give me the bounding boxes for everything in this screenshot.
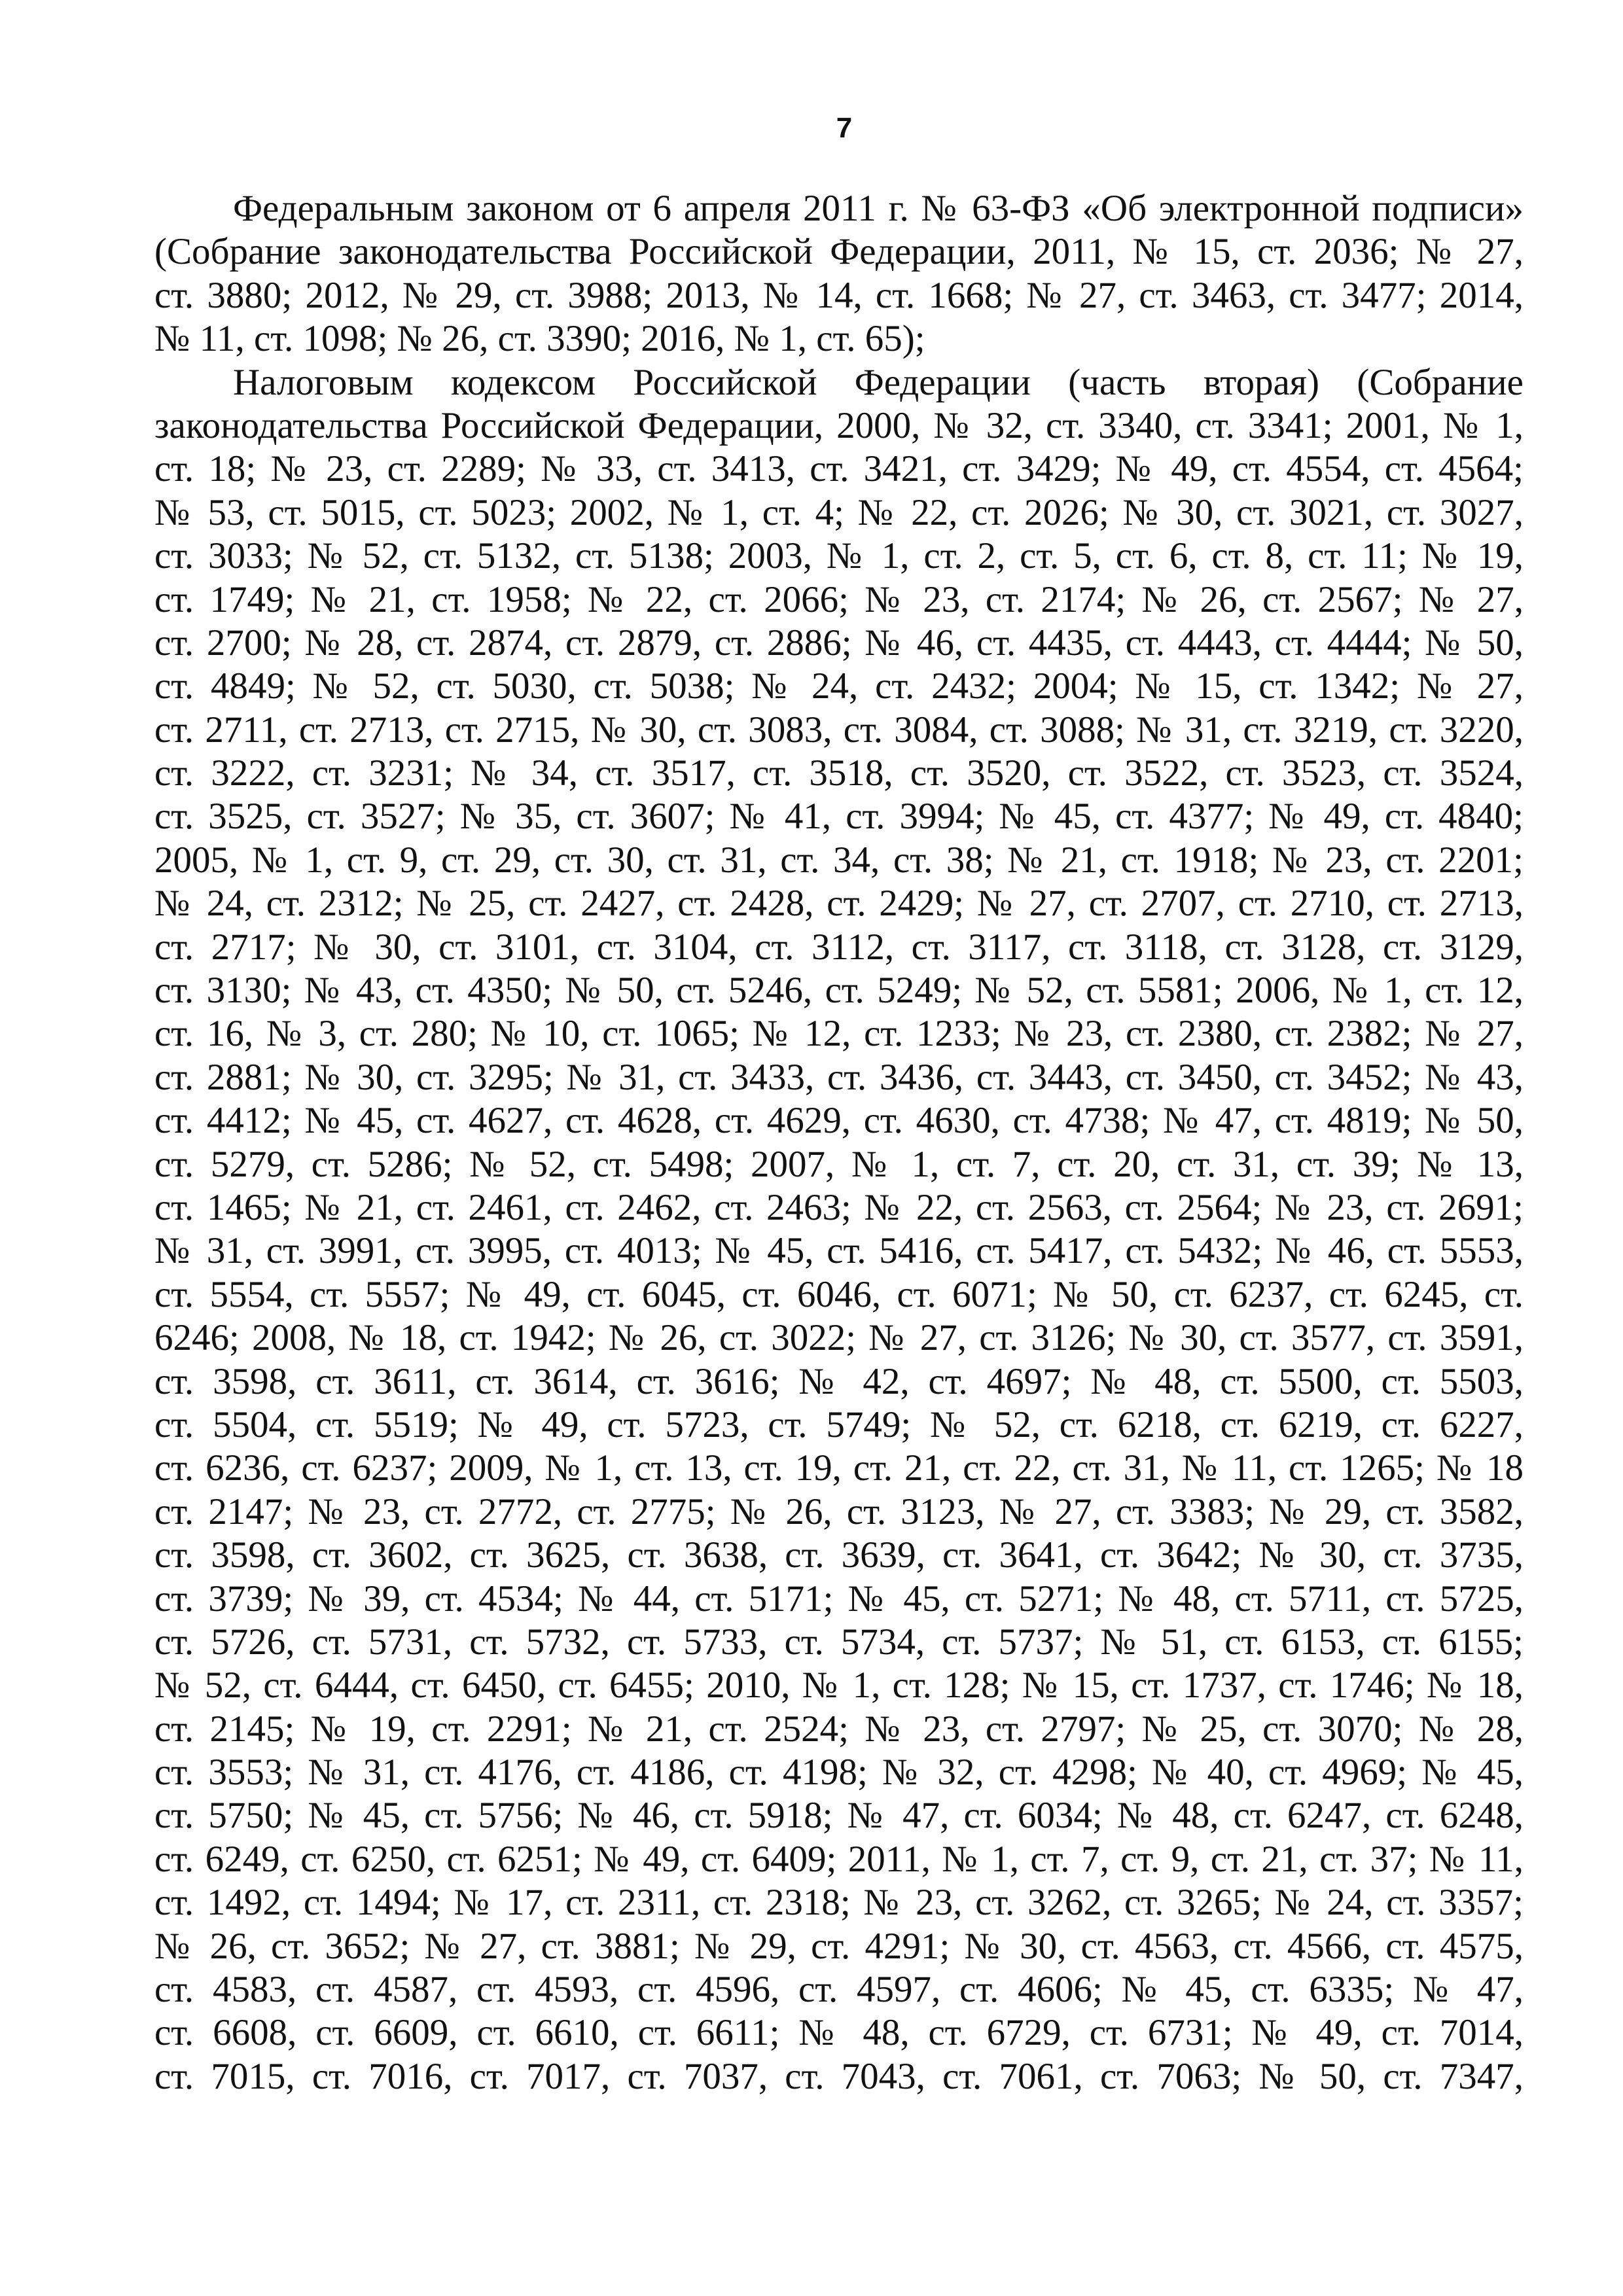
text-line: № 31, ст. 3991, ст. 3995, ст. 4013; № 45, ст. 5416, ст. 5417, ст. 5432; № 46, ст. 5553, <box>154 1230 1524 1272</box>
text-line: № 53, ст. 5015, ст. 5023; 2002, № 1, ст. 4; № 22, ст. 2026; № 30, ст. 3021, ст. 3027, <box>154 491 1524 533</box>
text-line: ст. 16, № 3, ст. 280; № 10, ст. 1065; № 12, ст. 1233; № 23, ст. 2380, ст. 2382; № 27, <box>154 1013 1524 1055</box>
text-line: ст. 3525, ст. 3527; № 35, ст. 3607; № 41, ст. 3994; № 45, ст. 4377; № 49, ст. 4840; <box>154 796 1524 838</box>
text-line: ст. 2147; № 23, ст. 2772, ст. 2775; № 26, ст. 3123, № 27, ст. 3383; № 29, ст. 3582, <box>154 1491 1524 1532</box>
text-line: ст. 2711, ст. 2713, ст. 2715, № 30, ст. 3083, ст. 3084, ст. 3088; № 31, ст. 3219, ст. 3220, <box>154 709 1524 751</box>
text-line: ст. 3553; № 31, ст. 4176, ст. 4186, ст. 4198; № 32, ст. 4298; № 40, ст. 4969; № 45, <box>154 1752 1524 1793</box>
text-line: ст. 3130; № 43, ст. 4350; № 50, ст. 5246, ст. 5249; № 52, ст. 5581; 2006, № 1, ст. 12, <box>154 970 1524 1012</box>
text-line: ст. 3033; № 52, ст. 5132, ст. 5138; 2003, № 1, ст. 2, ст. 5, ст. 6, ст. 8, ст. 11; № 19, <box>154 535 1524 577</box>
text-line: ст. 3598, ст. 3602, ст. 3625, ст. 3638, ст. 3639, ст. 3641, ст. 3642; № 30, ст. 3735, <box>154 1534 1524 1576</box>
text-line: Федеральным законом от 6 апреля 2011 г. № 63-ФЗ «Об электронной подписи» <box>233 188 1524 229</box>
text-line: ст. 5279, ст. 5286; № 52, ст. 5498; 2007, № 1, ст. 7, ст. 20, ст. 31, ст. 39; № 13, <box>154 1143 1524 1185</box>
text-line: 6246; 2008, № 18, ст. 1942; № 26, ст. 3022; № 27, ст. 3126; № 30, ст. 3577, ст. 3591, <box>154 1317 1524 1359</box>
text-line: ст. 2881; № 30, ст. 3295; № 31, ст. 3433, ст. 3436, ст. 3443, ст. 3450, ст. 3452; № 43, <box>154 1056 1524 1098</box>
text-line: ст. 2700; № 28, ст. 2874, ст. 2879, ст. 2886; № 46, ст. 4435, ст. 4443, ст. 4444; № 50, <box>154 622 1524 663</box>
text-line: ст. 4849; № 52, ст. 5030, ст. 5038; № 24, ст. 2432; 2004; № 15, ст. 1342; № 27, <box>154 665 1524 707</box>
text-line: законодательства Российской Федерации, 2000, № 32, ст. 3340, ст. 3341; 2001, № 1, <box>154 404 1524 446</box>
text-line: № 52, ст. 6444, ст. 6450, ст. 6455; 2010, № 1, ст. 128; № 15, ст. 1737, ст. 1746; № 18, <box>154 1665 1524 1706</box>
text-line: № 11, ст. 1098; № 26, ст. 3390; 2016, № 1, ст. 65); <box>154 318 925 360</box>
text-line: ст. 4583, ст. 4587, ст. 4593, ст. 4596, ст. 4597, ст. 4606; № 45, ст. 6335; № 47, <box>154 1969 1524 2011</box>
text-line: ст. 4412; № 45, ст. 4627, ст. 4628, ст. 4629, ст. 4630, ст. 4738; № 47, ст. 4819; № 50, <box>154 1100 1524 1142</box>
text-line: ст. 1492, ст. 1494; № 17, ст. 2311, ст. 2318; № 23, ст. 3262, ст. 3265; № 24, ст. 3357; <box>154 1882 1524 1924</box>
text-line: ст. 6249, ст. 6250, ст. 6251; № 49, ст. 6409; 2011, № 1, ст. 7, ст. 9, ст. 21, ст. 37; № 11, <box>154 1838 1524 1880</box>
page-number: 7 <box>836 112 853 144</box>
text-line: ст. 5726, ст. 5731, ст. 5732, ст. 5733, ст. 5734, ст. 5737; № 51, ст. 6153, ст. 6155; <box>154 1621 1524 1663</box>
text-line: ст. 18; № 23, ст. 2289; № 33, ст. 3413, ст. 3421, ст. 3429; № 49, ст. 4554, ст. 4564; <box>154 448 1524 490</box>
document-body <box>154 187 1524 2098</box>
text-line: ст. 5750; № 45, ст. 5756; № 46, ст. 5918; № 47, ст. 6034; № 48, ст. 6247, ст. 6248, <box>154 1795 1524 1837</box>
text-line: ст. 2717; № 30, ст. 3101, ст. 3104, ст. 3112, ст. 3117, ст. 3118, ст. 3128, ст. 3129, <box>154 926 1524 968</box>
text-line: Налоговым кодексом Российской Федерации (часть вторая) (Собрание <box>233 361 1524 403</box>
text-line: ст. 3598, ст. 3611, ст. 3614, ст. 3616; № 42, ст. 4697; № 48, ст. 5500, ст. 5503, <box>154 1360 1524 1402</box>
text-line: ст. 3739; № 39, ст. 4534; № 44, ст. 5171; № 45, ст. 5271; № 48, ст. 5711, ст. 5725, <box>154 1578 1524 1619</box>
text-line: ст. 6608, ст. 6609, ст. 6610, ст. 6611; № 48, ст. 6729, ст. 6731; № 49, ст. 7014, <box>154 2012 1524 2054</box>
paragraph-electronic-signature-law <box>154 187 1524 361</box>
text-line: (Собрание законодательства Российской Федерации, 2011, № 15, ст. 2036; № 27, <box>154 231 1524 273</box>
text-line: ст. 3222, ст. 3231; № 34, ст. 3517, ст. 3518, ст. 3520, ст. 3522, ст. 3523, ст. 3524, <box>154 752 1524 794</box>
text-line: № 24, ст. 2312; № 25, ст. 2427, ст. 2428, ст. 2429; № 27, ст. 2707, ст. 2710, ст. 2713, <box>154 883 1524 925</box>
text-line: ст. 3880; 2012, № 29, ст. 3988; 2013, № 14, ст. 1668; № 27, ст. 3463, ст. 3477; 2014, <box>154 274 1524 316</box>
text-line: ст. 5554, ст. 5557; № 49, ст. 6045, ст. 6046, ст. 6071; № 50, ст. 6237, ст. 6245, ст. <box>154 1273 1524 1315</box>
text-line: ст. 1465; № 21, ст. 2461, ст. 2462, ст. 2463; № 22, ст. 2563, ст. 2564; № 23, ст. 2691; <box>154 1186 1524 1228</box>
text-line: ст. 6236, ст. 6237; 2009, № 1, ст. 13, ст. 19, ст. 21, ст. 22, ст. 31, № 11, ст. 1265; № 18 <box>154 1447 1524 1489</box>
text-line: ст. 1749; № 21, ст. 1958; № 22, ст. 2066; № 23, ст. 2174; № 26, ст. 2567; № 27, <box>154 578 1524 620</box>
text-line: ст. 7015, ст. 7016, ст. 7017, ст. 7037, ст. 7043, ст. 7061, ст. 7063; № 50, ст. 7347, <box>154 2055 1524 2097</box>
text-line: № 26, ст. 3652; № 27, ст. 3881; № 29, ст. 4291; № 30, ст. 4563, ст. 4566, ст. 4575, <box>154 1925 1524 1967</box>
text-line: ст. 2145; № 19, ст. 2291; № 21, ст. 2524; № 23, ст. 2797; № 25, ст. 3070; № 28, <box>154 1708 1524 1750</box>
text-line: 2005, № 1, ст. 9, ст. 29, ст. 30, ст. 31, ст. 34, ст. 38; № 21, ст. 1918; № 23, ст. 2201; <box>154 839 1524 881</box>
text-line: ст. 5504, ст. 5519; № 49, ст. 5723, ст. 5749; № 52, ст. 6218, ст. 6219, ст. 6227, <box>154 1404 1524 1445</box>
paragraph-tax-code <box>154 361 1524 2099</box>
